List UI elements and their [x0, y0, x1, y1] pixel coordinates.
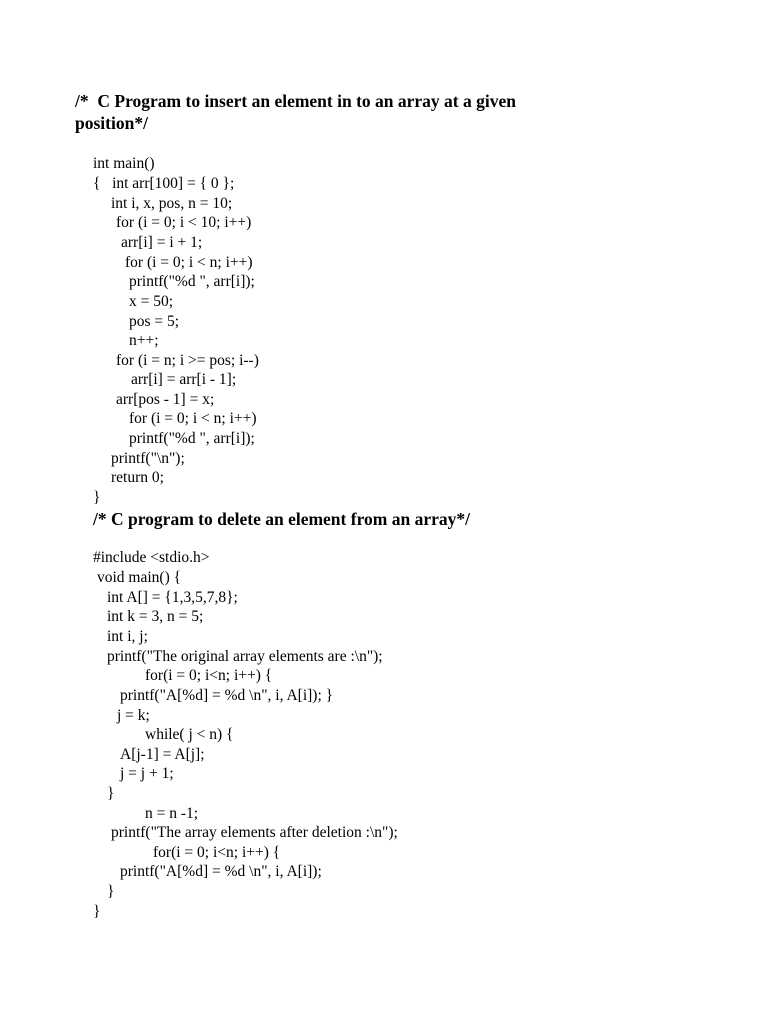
code-line: n++; — [129, 332, 159, 349]
code-line: arr[i] = i + 1; — [121, 234, 203, 251]
code-line: printf("%d ", arr[i]); — [129, 273, 255, 290]
code-line: j = k; — [117, 707, 150, 724]
code-line: n = n -1; — [145, 805, 199, 822]
code-line: { int arr[100] = { 0 }; — [93, 175, 235, 192]
code-line: printf("A[%d] = %d \n", i, A[i]); — [120, 863, 322, 880]
code-line: for (i = n; i >= pos; i--) — [116, 352, 259, 369]
program1-title-line2: position*/ — [75, 113, 148, 133]
code-line: printf("A[%d] = %d \n", i, A[i]); } — [120, 687, 334, 704]
program1-title-line1: /* C Program to insert an element in to an array at a given — [75, 91, 516, 111]
code-line: #include <stdio.h> — [93, 549, 210, 566]
code-line: int i, j; — [107, 628, 148, 645]
code-line: pos = 5; — [129, 313, 180, 330]
code-line: for (i = 0; i < n; i++) — [125, 254, 253, 271]
code-line: } — [93, 489, 101, 506]
code-line: } — [107, 883, 115, 900]
code-line: int k = 3, n = 5; — [107, 608, 204, 625]
code-line: for (i = 0; i < 10; i++) — [116, 214, 252, 231]
code-line: j = j + 1; — [120, 765, 174, 782]
code-line: int main() — [93, 155, 155, 172]
code-line: while( j < n) { — [145, 726, 234, 743]
code-line: printf("The array elements after deletion :\n"); — [111, 824, 398, 841]
program2-title: /* C program to delete an element from an array*/ — [93, 509, 470, 529]
code-line: for (i = 0; i < n; i++) — [129, 410, 257, 427]
code-line: printf("%d ", arr[i]); — [129, 430, 255, 447]
code-line: return 0; — [111, 469, 164, 486]
code-line: arr[i] = arr[i - 1]; — [131, 371, 237, 388]
code-line: void main() { — [97, 569, 182, 586]
code-line: x = 50; — [129, 293, 174, 310]
code-line: int A[] = {1,3,5,7,8}; — [107, 589, 238, 606]
code-line: } — [107, 785, 115, 802]
code-line: } — [93, 903, 101, 920]
code-line: A[j-1] = A[j]; — [120, 746, 205, 763]
code-line: printf("\n"); — [111, 450, 185, 467]
code-line: arr[pos - 1] = x; — [116, 391, 215, 408]
code-line: int i, x, pos, n = 10; — [111, 195, 233, 212]
code-line: printf("The original array elements are :\n"); — [107, 648, 383, 665]
code-line: for(i = 0; i<n; i++) { — [145, 667, 273, 684]
code-line: for(i = 0; i<n; i++) { — [153, 844, 281, 861]
